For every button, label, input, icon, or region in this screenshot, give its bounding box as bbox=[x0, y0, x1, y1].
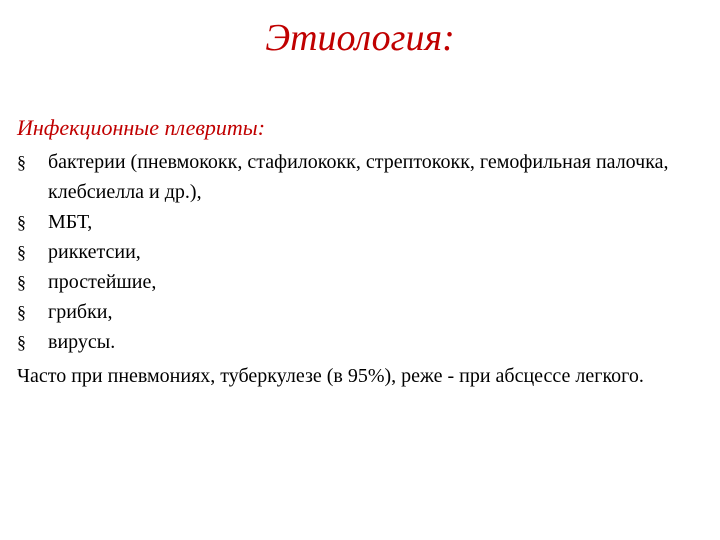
list-item bbox=[17, 207, 717, 237]
bullet-marker-icon: § bbox=[17, 212, 26, 232]
list-item-text: бактерии (пневмококк, стафилококк, стрептококк, гемофильная палочка, клебсиелла и др.), bbox=[48, 151, 669, 203]
bullet-marker-icon: § bbox=[17, 242, 26, 262]
note-paragraph: Часто при пневмониях, туберкулезе (в 95%), реже - при абсцессе легкого. bbox=[17, 365, 644, 387]
list-item-text: простейшие, bbox=[48, 271, 157, 293]
list-item-text: вирусы. bbox=[48, 331, 116, 353]
bullet-marker-icon: § bbox=[17, 152, 26, 172]
list-item bbox=[17, 147, 717, 207]
section-heading: Инфекционные плевриты: bbox=[17, 115, 266, 140]
slide-title: Этиология: bbox=[265, 17, 455, 59]
list-item bbox=[17, 327, 717, 357]
list-item bbox=[17, 237, 717, 267]
bullet-marker-icon: § bbox=[17, 272, 26, 292]
bullet-marker-icon: § bbox=[17, 302, 26, 322]
bullet-marker-icon: § bbox=[17, 332, 26, 352]
list-item bbox=[17, 297, 717, 327]
list-item bbox=[17, 267, 717, 297]
list-item-text: грибки, bbox=[48, 301, 113, 323]
list-item-text: риккетсии, bbox=[48, 241, 141, 263]
list-item-text: МБТ, bbox=[48, 211, 93, 233]
bullet-list bbox=[17, 147, 717, 357]
